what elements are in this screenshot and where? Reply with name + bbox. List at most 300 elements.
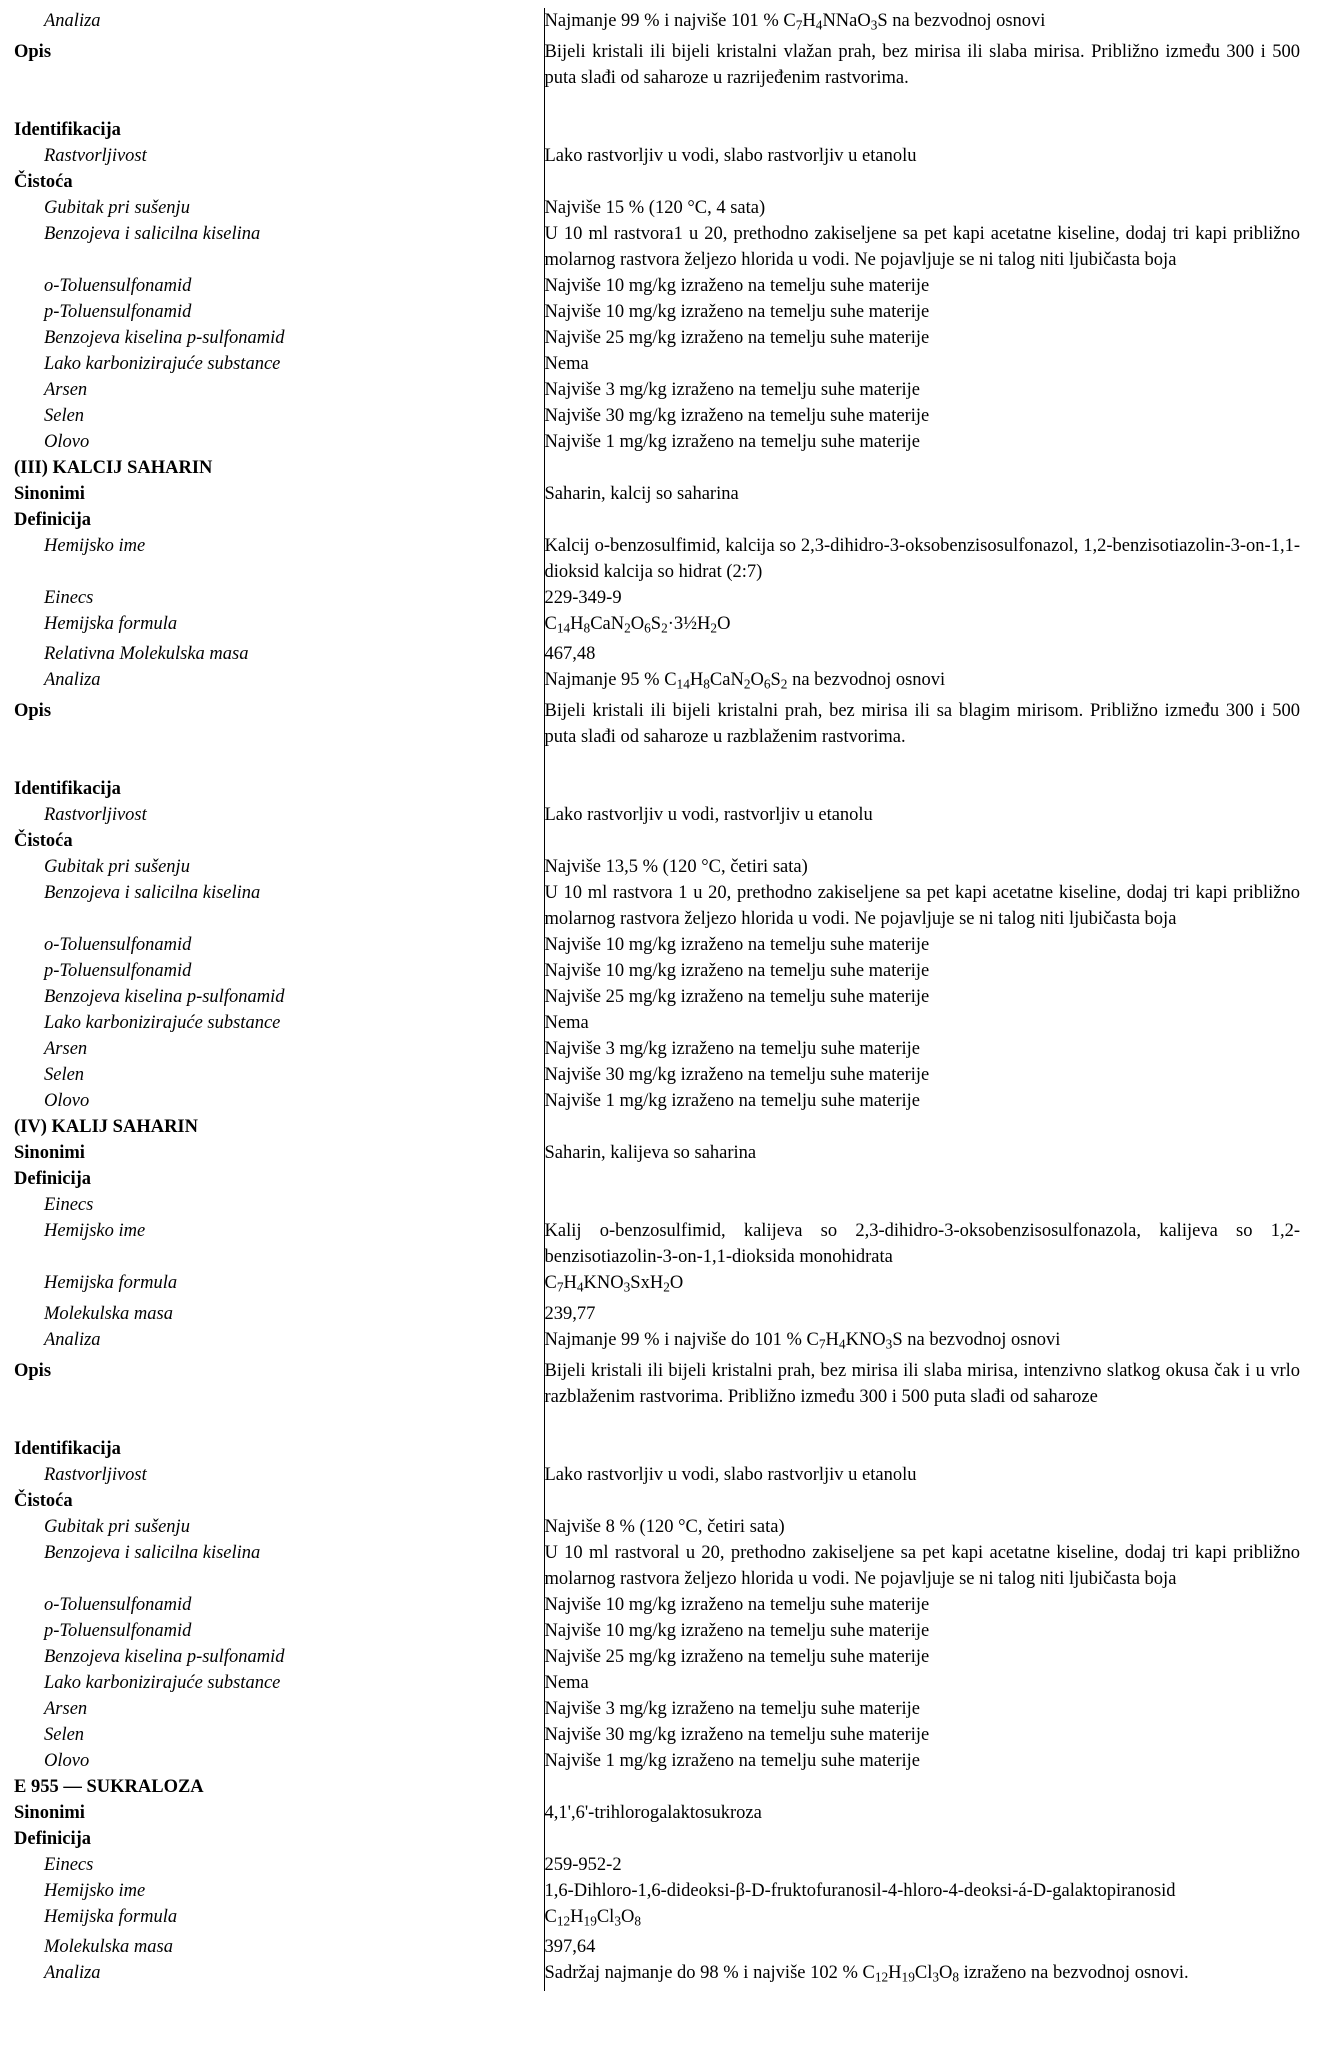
row-value: Najviše 25 mg/kg izraženo na temelju suhe materije [544,327,930,348]
row-label-cell [14,750,544,776]
row-label: Hemijsko ime [44,1221,146,1242]
row-label: Identifikacija [14,779,121,800]
row-label-cell [14,403,544,429]
table-row [14,1218,1314,1270]
table-row [14,1140,1314,1166]
table-row [14,1301,1314,1327]
row-value-cell [544,1010,1314,1036]
row-value: 1,6-Dihloro-1,6-dideoksi-β-D-fruktofuranosil-4-hloro-4-deoksi-á-D-galaktopiranosid [544,1880,1176,1901]
row-label-cell [14,1514,544,1540]
row-value [545,1774,1315,1800]
row-value-cell [544,1934,1314,1960]
row-value: Sadržaj najmanje do 98 % i najviše 102 % $C_{12}H_{19}Cl_3O_8$ izraženo na bezvodnoj osnovi. [544,1963,1189,1986]
row-value-cell [544,1852,1314,1878]
table-row [14,1488,1314,1514]
table-row [14,1327,1314,1358]
row-value-cell [544,1618,1314,1644]
table-row [14,403,1314,429]
row-value: 467,48 [544,644,596,665]
row-label: Einecs [44,1195,94,1216]
row-value: Najviše 30 mg/kg izraženo na temelju suhe materije [544,405,930,426]
row-label-cell [14,1540,544,1592]
table-row [14,1592,1314,1618]
table-row [14,1540,1314,1592]
row-value [545,1410,1315,1436]
row-label: Analiza [44,11,101,31]
row-value [545,1192,1315,1218]
row-value-cell [544,1218,1314,1270]
row-value: Najviše 15 % (120 °C, 4 sata) [544,197,766,218]
row-label-cell [14,1140,544,1166]
row-value: $C_{14}H_8CaN_2O_6S_2\cdot 3\frac{1}{2}H_2O$ [544,613,731,636]
row-label: Hemijska formula [44,613,178,634]
row-value: Najviše 1 mg/kg izraženo na temelju suhe materije [544,431,921,452]
row-label-cell [14,1088,544,1114]
row-value: Bijeli kristali ili bijeli kristalni vlažan prah, bez mirisa ili slaba mirisa. Približno između 300 i 500 puta slađi od saharoze u razrijeđenim rastvorima. [544,41,1300,88]
row-label: Benzojeva i salicilna kiselina [44,1542,261,1563]
table-row [14,481,1314,507]
row-value [545,750,1315,776]
row-label-cell [14,1410,544,1436]
row-label: Olovo [44,1091,90,1112]
row-value-cell [544,351,1314,377]
row-value: 229-349-9 [544,587,622,608]
table-row [14,1722,1314,1748]
row-label: (III) KALCIJ SAHARIN [14,457,213,478]
row-label-cell [14,828,544,854]
row-label-cell [14,533,544,585]
table-row [14,1904,1314,1935]
row-value-cell [544,1062,1314,1088]
row-label-cell [14,776,544,802]
row-label-cell [14,1774,544,1800]
row-label: Čistoća [14,1490,73,1511]
row-label: Gubitak pri sušenju [44,857,190,878]
row-value-cell [544,429,1314,455]
table-row [14,828,1314,854]
row-label: (IV) KALIJ SAHARIN [14,1117,198,1138]
row-label-cell [14,1670,544,1696]
row-value: $C_{12}H_{19}Cl_3O_8$ [544,1906,642,1929]
table-row [14,854,1314,880]
row-label-cell [14,880,544,932]
table-row [14,1852,1314,1878]
row-label: Molekulska masa [44,1937,173,1958]
row-label-cell [14,481,544,507]
row-label-cell [14,273,544,299]
row-label: p-Toluensulfonamid [44,1620,192,1641]
row-value: Najviše 30 mg/kg izraženo na temelju suhe materije [544,1724,930,1745]
row-label: Opis [14,1360,52,1381]
row-label: Definicija [14,1828,92,1849]
row-value-cell [544,169,1314,195]
table-row [14,429,1314,455]
row-label: Arsen [44,379,88,400]
row-label-cell [14,1462,544,1488]
row-label [14,1410,544,1436]
row-label: Rastvorljivost [44,805,147,826]
row-label-cell [14,299,544,325]
table-row [14,1878,1314,1904]
row-label: Čistoća [14,171,73,192]
table-row [14,195,1314,221]
row-value-cell [544,1670,1314,1696]
row-value-cell [544,1644,1314,1670]
row-value-cell [544,8,1314,39]
row-value-cell [544,802,1314,828]
row-value-cell [544,1540,1314,1592]
row-value-cell [544,1140,1314,1166]
row-value: Saharin, kalijeva so saharina [544,1143,757,1164]
row-label-cell [14,1166,544,1192]
row-label: Definicija [14,1169,92,1190]
row-label: Opis [14,701,52,722]
row-label-cell [14,1010,544,1036]
row-value-cell [544,1774,1314,1800]
row-value [545,1166,1315,1192]
table-row [14,667,1314,698]
table-row [14,39,1314,91]
row-label-cell [14,932,544,958]
row-value [545,1114,1315,1140]
row-label: Gubitak pri sušenju [44,197,190,218]
row-value-cell [544,533,1314,585]
row-value-cell [544,1036,1314,1062]
table-row [14,273,1314,299]
row-value: U 10 ml rastvora 1 u 20, prethodno zakiseljene sa pet kapi acetatne kiseline, dodaj tri kapi približno molarnog rastvora željezo hlorida u vodi. Ne pojavljuje se ni talog niti ljubičasta boja [544,883,1300,930]
row-value-cell [544,828,1314,854]
row-label: Sinonimi [14,1143,85,1164]
table-row [14,1088,1314,1114]
row-value: Najviše 25 mg/kg izraženo na temelju suhe materije [544,987,930,1008]
row-value-cell [544,958,1314,984]
row-label-cell [14,169,544,195]
row-label: Olovo [44,1750,90,1771]
row-label-cell [14,698,544,750]
row-label-cell [14,325,544,351]
row-label-cell [14,1618,544,1644]
table-row [14,698,1314,750]
row-value-cell [544,1166,1314,1192]
row-value-cell [544,39,1314,91]
row-value-cell [544,932,1314,958]
table-row [14,802,1314,828]
row-label-cell [14,1644,544,1670]
row-value-cell [544,1192,1314,1218]
row-label: Hemijsko ime [44,1880,146,1901]
row-label-cell [14,1270,544,1301]
table-row [14,1670,1314,1696]
row-label-cell [14,1036,544,1062]
row-label-cell [14,1062,544,1088]
row-value-cell [544,1904,1314,1935]
row-value: 259-952-2 [544,1854,622,1875]
row-value-cell [544,1696,1314,1722]
row-value: Nema [544,1013,589,1034]
table-row [14,1960,1314,1991]
row-value [545,507,1315,533]
row-label-cell [14,611,544,642]
row-label: o-Toluensulfonamid [44,1594,192,1615]
row-value: Najviše 10 mg/kg izraženo na temelju suhe materije [544,935,930,956]
row-label-cell [14,351,544,377]
row-label [14,91,544,117]
table-row [14,1696,1314,1722]
table-row [14,776,1314,802]
row-value-cell [544,507,1314,533]
row-label-cell [14,1748,544,1774]
row-label-cell [14,455,544,481]
row-label: o-Toluensulfonamid [44,935,192,956]
row-value-cell [544,1436,1314,1462]
row-label-cell [14,1852,544,1878]
row-label: Rastvorljivost [44,1464,147,1485]
row-value-cell [544,611,1314,642]
table-row [14,1410,1314,1436]
row-value: Najmanje 99 % i najviše do 101 % $C_7H_4KNO_3S$ na bezvodnoj osnovi [544,1329,1061,1352]
row-value [545,1826,1315,1852]
row-label: Benzojeva kiselina p-sulfonamid [44,987,285,1008]
row-value-cell [544,1270,1314,1301]
table-row [14,611,1314,642]
row-label: Arsen [44,1698,88,1719]
row-label-cell [14,8,544,39]
row-value: Bijeli kristali ili bijeli kristalni prah, bez mirisa ili sa blagim mirisom. Približno između 300 i 500 puta slađi od saharoze u razblaženim rastvorima. [544,701,1300,748]
row-label-cell [14,1800,544,1826]
row-label: p-Toluensulfonamid [44,961,192,982]
row-label-cell [14,1592,544,1618]
row-label: Selen [44,405,85,426]
row-value: $C_7H_4KNO_3SxH_2O$ [544,1273,684,1295]
row-value-cell [544,984,1314,1010]
row-value [545,828,1315,854]
table-row [14,1062,1314,1088]
row-label-cell [14,195,544,221]
table-row [14,1192,1314,1218]
table-row [14,1166,1314,1192]
row-value-cell [544,195,1314,221]
row-value-cell [544,1358,1314,1410]
row-label: Selen [44,1724,85,1745]
row-label: E 955 — SUKRALOZA [14,1776,204,1797]
row-value: Najviše 30 mg/kg izraženo na temelju suhe materije [544,1065,930,1086]
row-value [545,91,1315,117]
row-value-cell [544,481,1314,507]
table-row [14,984,1314,1010]
row-value [545,117,1315,143]
row-label-cell [14,1904,544,1935]
row-label: Analiza [44,1329,101,1350]
row-value: Najviše 10 mg/kg izraženo na temelju suhe materije [544,961,930,982]
table-row [14,377,1314,403]
row-value-cell [544,1800,1314,1826]
table-row [14,1010,1314,1036]
table-row [14,1800,1314,1826]
row-label: p-Toluensulfonamid [44,301,192,322]
row-value-cell [544,273,1314,299]
row-value: Lako rastvorljiv u vodi, slabo rastvorljiv u etanolu [544,1464,917,1485]
row-value-cell [544,1410,1314,1436]
row-label: Lako karbonizirajuće substance [44,353,281,374]
table-row [14,533,1314,585]
row-label-cell [14,802,544,828]
row-label: Identifikacija [14,1438,121,1459]
row-value-cell [544,117,1314,143]
row-label-cell [14,1301,544,1327]
row-label-cell [14,854,544,880]
table-row [14,299,1314,325]
row-label: Olovo [44,431,90,452]
row-value-cell [544,377,1314,403]
row-value [545,455,1315,481]
table-row [14,8,1314,39]
row-label: Hemijska formula [44,1273,178,1294]
row-label: Molekulska masa [44,1303,173,1324]
table-row [14,117,1314,143]
table-row [14,1934,1314,1960]
row-label-cell [14,91,544,117]
row-value-cell [544,143,1314,169]
row-value: Najviše 8 % (120 °C, četiri sata) [544,1516,785,1537]
table-row [14,325,1314,351]
row-value: 4,1',6'-trihlorogalaktosukroza [544,1802,762,1823]
row-value: U 10 ml rastvoral u 20, prethodno zakiseljene sa pet kapi acetatne kiseline, dodaj tri kapi približno molarnog rastvora željezo hlorida u vodi. Ne pojavljuje se ni talog niti ljubičasta boja [544,1542,1300,1589]
row-label-cell [14,507,544,533]
row-label-cell [14,1436,544,1462]
row-label: Opis [14,41,52,62]
row-label-cell [14,1826,544,1852]
row-label-cell [14,1192,544,1218]
row-value: Najviše 10 mg/kg izraženo na temelju suhe materije [544,1594,930,1615]
table-row [14,1748,1314,1774]
row-value [545,169,1315,195]
row-value-cell [544,641,1314,667]
row-value-cell [544,585,1314,611]
row-value [545,1488,1315,1514]
row-value-cell [544,1748,1314,1774]
row-label: Benzojeva kiselina p-sulfonamid [44,327,285,348]
row-value: Najviše 10 mg/kg izraženo na temelju suhe materije [544,301,930,322]
table-row [14,1514,1314,1540]
table-row [14,91,1314,117]
row-label-cell [14,117,544,143]
table-row [14,1618,1314,1644]
row-value-cell [544,455,1314,481]
table-row [14,641,1314,667]
table-row [14,958,1314,984]
table-row [14,1774,1314,1800]
row-value-cell [544,750,1314,776]
table-row [14,351,1314,377]
table-row [14,750,1314,776]
row-label-cell [14,1878,544,1904]
row-value-cell [544,403,1314,429]
row-value: Bijeli kristali ili bijeli kristalni prah, bez mirisa ili slaba mirisa, intenzivno slatkog okusa čak i u vrlo razblaženim rastvorima. Približno između 300 i 500 puta slađi od saharoze [544,1360,1300,1407]
row-label-cell [14,39,544,91]
row-label: Analiza [44,1963,101,1984]
row-label-cell [14,1722,544,1748]
row-value-cell [544,1592,1314,1618]
row-label: Sinonimi [14,483,85,504]
row-label-cell [14,1696,544,1722]
row-value-cell [544,91,1314,117]
row-label [14,750,544,776]
table-row [14,1462,1314,1488]
table-row [14,455,1314,481]
row-label-cell [14,585,544,611]
row-value: Najviše 10 mg/kg izraženo na temelju suhe materije [544,275,930,296]
row-label: Selen [44,1065,85,1086]
row-label: o-Toluensulfonamid [44,275,192,296]
table-row [14,1036,1314,1062]
row-value-cell [544,1088,1314,1114]
row-label: Einecs [44,1854,94,1875]
row-label-cell [14,1358,544,1410]
row-label: Benzojeva kiselina p-sulfonamid [44,1646,285,1667]
table-row [14,1358,1314,1410]
row-value-cell [544,1488,1314,1514]
row-value: Najviše 3 mg/kg izraženo na temelju suhe materije [544,379,921,400]
table-row [14,143,1314,169]
specification-table [14,8,1314,1991]
row-value-cell [544,1327,1314,1358]
table-row [14,880,1314,932]
row-value-cell [544,1826,1314,1852]
row-label-cell [14,1934,544,1960]
row-label: Analiza [44,670,101,691]
row-value-cell [544,1960,1314,1991]
row-value: Nema [544,353,589,374]
row-value: Najviše 3 mg/kg izraženo na temelju suhe materije [544,1039,921,1060]
row-label: Identifikacija [14,119,121,140]
row-label: Benzojeva i salicilna kiselina [44,883,261,904]
row-value: Najviše 10 mg/kg izraženo na temelju suhe materije [544,1620,930,1641]
row-label: Lako karbonizirajuće substance [44,1672,281,1693]
row-value: Najmanje 95 % $C_{14}H_8CaN_2O_6S_2$ na bezvodnoj osnovi [544,670,946,693]
row-label-cell [14,143,544,169]
row-value: 239,77 [544,1303,596,1324]
row-label: Definicija [14,509,92,530]
table-body [14,8,1314,1991]
table-row [14,169,1314,195]
table-row [14,1436,1314,1462]
row-label: Benzojeva i salicilna kiselina [44,223,261,244]
row-value-cell [544,1878,1314,1904]
row-value-cell [544,854,1314,880]
row-label: Hemijska formula [44,1906,178,1927]
table-row [14,221,1314,273]
row-value-cell [544,698,1314,750]
row-value: 397,64 [544,1937,596,1958]
table-row [14,932,1314,958]
row-label: Lako karbonizirajuće substance [44,1013,281,1034]
row-value-cell [544,667,1314,698]
row-label-cell [14,1327,544,1358]
row-value: Kalij o-benzosulfimid, kalijeva so 2,3-dihidro-3-oksobenzisosulfonazola, kalijeva so 1,2-benzisotiazolin-3-on-1,1-dioksida monohidrata [544,1221,1300,1268]
table-row [14,1644,1314,1670]
row-label-cell [14,984,544,1010]
row-label: Einecs [44,587,94,608]
row-value: Nema [544,1672,589,1693]
row-label-cell [14,1488,544,1514]
row-value-cell [544,1114,1314,1140]
row-value: Najviše 25 mg/kg izraženo na temelju suhe materije [544,1646,930,1667]
row-value [545,776,1315,802]
row-label-cell [14,641,544,667]
row-label-cell [14,1218,544,1270]
row-value: Najviše 13,5 % (120 °C, četiri sata) [544,857,808,878]
row-value [545,1436,1315,1462]
